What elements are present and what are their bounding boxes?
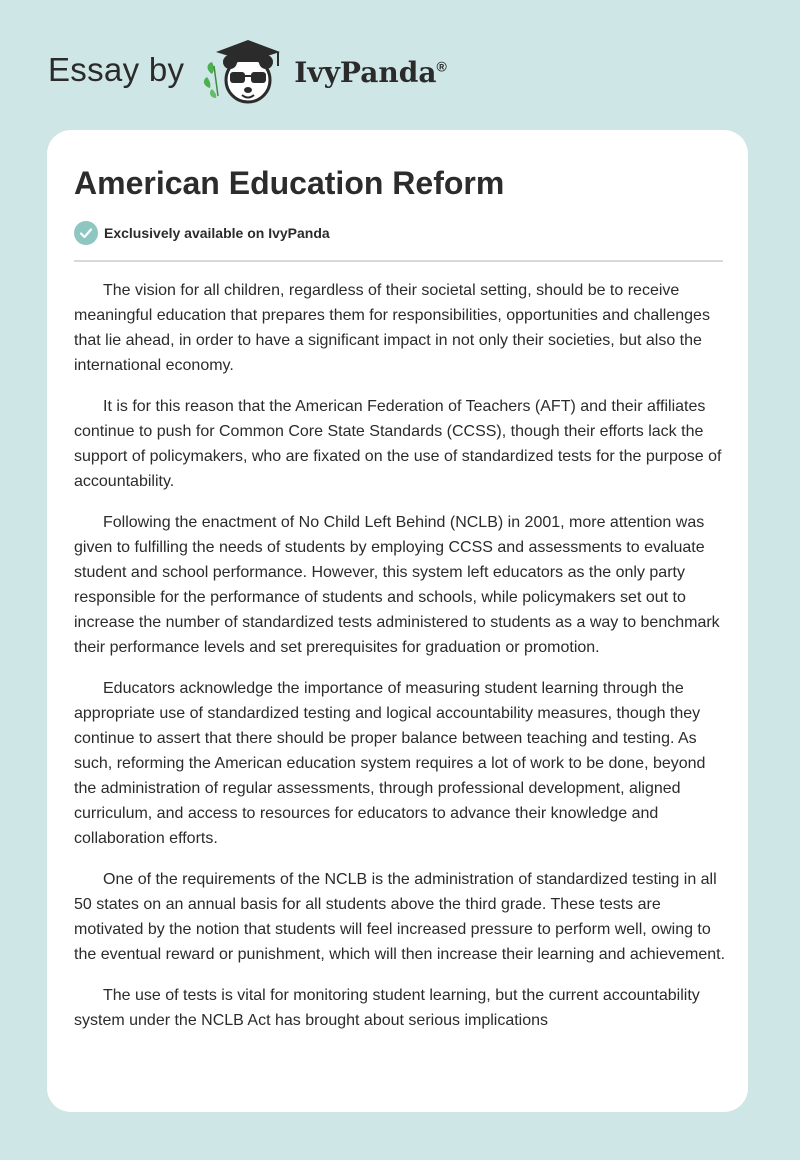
paragraph: Following the enactment of No Child Left Behind (NCLB) in 2001, more attention was given to fulfilling the needs of students by employing CCSS and assessments to evaluate student and school performance. However, this system left educators as the only party responsible for the performance of students and schools, while policymakers set out to increase the number of standardized tests administered to students as a way to benchmark their performance levels and set prerequisites for graduation or promotion.	[74, 514, 720, 656]
essay-title: American Education Reform	[74, 165, 505, 201]
essay-body	[74, 278, 726, 1049]
paragraph: One of the requirements of the NCLB is the administration of standardized testing in all 50 states on an annual basis for all students above the third grade. These tests are motivated by the notion that students will feel increased pressure to perform well, owing to the eventual reward or punishment, which will then increase their learning and achievement.	[74, 871, 726, 963]
paragraph: Educators acknowledge the importance of measuring student learning through the appropriate use of standardized testing and logical accountability measures, though they continue to assert that there should be proper balance between teaching and testing. As such, reforming the American education system requires a lot of work to be done, beyond the administration of regular assessments, through professional development, aligned curriculum, and access to resources for educators to advance their knowledge and collaboration efforts.	[74, 680, 706, 847]
paragraph: It is for this reason that the American Federation of Teachers (AFT) and their affiliates continue to push for Common Core State Standards (CCSS), though their efforts lack the support of policymakers, who are fixated on the use of standardized tests for the purpose of accountability.	[74, 398, 722, 490]
exclusive-badge	[74, 221, 330, 245]
essay-by-label: Essay by	[48, 51, 185, 88]
paragraph: The vision for all children, regardless of their societal setting, should be to receive meaningful education that prepares them for responsibilities, opportunities and challenges that lie ahead, in order to have a significant impact in not only their societies, but also the international economy.	[74, 282, 710, 374]
essay-card	[47, 130, 748, 1112]
site-header	[48, 36, 468, 108]
registered-mark: ®	[436, 58, 447, 75]
panda-logo-icon[interactable]	[200, 36, 290, 108]
divider	[74, 260, 723, 262]
brand-name[interactable]: IvyPanda®	[294, 55, 447, 89]
checkmark-icon	[74, 221, 98, 245]
badge-label: Exclusively available on IvyPanda	[104, 225, 330, 241]
paragraph: The use of tests is vital for monitoring student learning, but the current accountability system under the NCLB Act has brought about serious implications	[74, 987, 700, 1029]
